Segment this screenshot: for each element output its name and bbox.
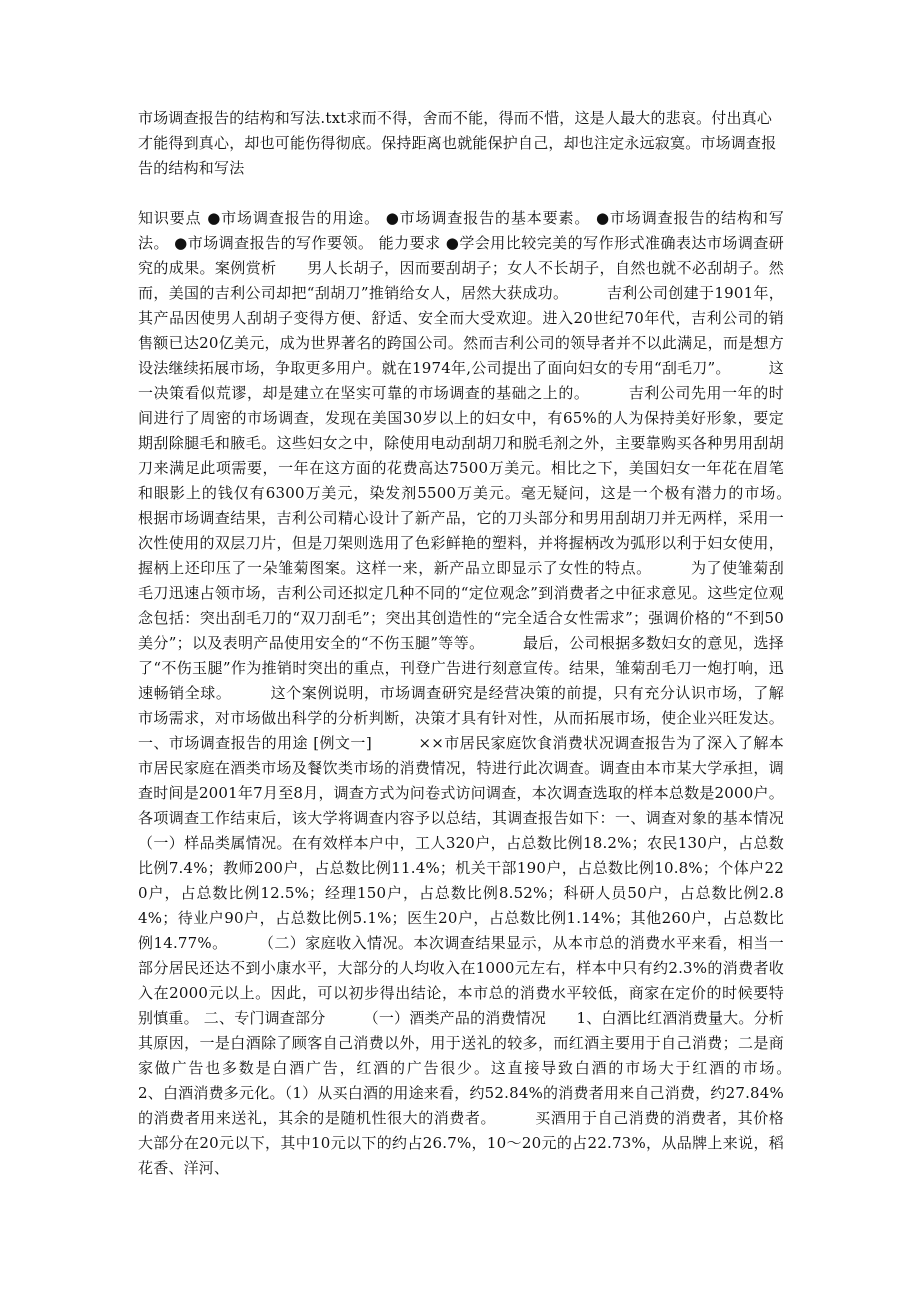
- document-content: [138, 106, 830, 1181]
- document-header-paragraph: 市场调查报告的结构和写法.txt求而不得，舍而不能，得而不惜，这是人最大的悲哀。付出真心才能得到真心，却也可能伤得彻底。保持距离也就能保护自己，却也注定永远寂寞。市场调查报告的结构和写法: [138, 109, 777, 177]
- document-body-paragraph: 知识要点 ●市场调查报告的用途。 ●市场调查报告的基本要素。 ●市场调查报告的结构和写法。 ●市场调查报告的写作要领。 能力要求 ●学会用比较完美的写作形式准确表达市场调查研究的成果。案例赏析 男人长胡子，因而要刮胡子；女人不长胡子，自然也就不必刮胡子。然而，美国的吉利公司却把“刮胡刀”推销给女人，居然大获成功。 吉利公司创建于1901年，其产品因使男人刮胡子变得方便、舒适、安全而大受欢迎。进入20世纪70年代，吉利公司的销售额已达20亿美元，成为世界著名的跨国公司。然而吉利公司的领导者并不以此满足，而是想方设法继续拓展市场，争取更多用户。就在1974年,公司提出了面向妇女的专用“刮毛刀”。 这一决策看似荒谬，却是建立在坚实可靠的市场调查的基础之上的。 吉利公司先用一年的时间进行了周密的市场调查，发现在美国30岁以上的妇女中，有65%的人为保持美好形象，要定期刮除腿毛和腋毛。这些妇女之中，除使用电动刮胡刀和脱毛剂之外，主要靠购买各种男用刮胡刀来满足此项需要，一年在这方面的花费高达7500万美元。相比之下，美国妇女一年花在眉笔和眼影上的钱仅有6300万美元，染发剂5500万美元。毫无疑问，这是一个极有潜力的市场。 根据市场调查结果，吉利公司精心设计了新产品，它的刀头部分和男用刮胡刀并无两样，采用一次性使用的双层刀片，但是刀架则选用了色彩鲜艳的塑料，并将握柄改为弧形以利于妇女使用，握柄上还印压了一朵雏菊图案。这样一来，新产品立即显示了女性的特点。 为了使雏菊刮毛刀迅速占领市场，吉利公司还拟定几种不同的“定位观念”到消费者之中征求意见。这些定位观念包括：突出刮毛刀的“双刀刮毛”；突出其创造性的“完全适合女性需求”；强调价格的“不到50美分”；以及表明产品使用安全的“不伤玉腿”等等。 最后，公司根据多数妇女的意见，选择了“不伤玉腿”作为推销时突出的重点，刊登广告进行刻意宣传。结果，雏菊刮毛刀一炮打响，迅速畅销全球。 这个案例说明，市场调查研究是经营决策的前提，只有充分认识市场，了解市场需求，对市场做出科学的分析判断，决策才具有针对性，从而拓展市场，使企业兴旺发达。 一、市场调查报告的用途 [例文一] ××市居民家庭饮食消费状况调查报告为了深入了解本市居民家庭在酒类市场及餐饮类市场的消费情况，特进行此次调查。调查由本市某大学承担，调查时间是2001年7月至8月，调查方式为问卷式访问调查，本次调查选取的样本总数是2000户。各项调查工作结束后，该大学将调查内容予以总结，其调查报告如下：一、调查对象的基本情况 （一）样品类属情况。在有效样本户中，工人320户，占总数比例18.2%；农民130户，占总数比例7.4%；教师200户，占总数比例11.4%；机关干部190户，占总数比例10.8%；个体户220户，占总数比例12.5%；经理150户，占总数比例8.52%；科研人员50户，占总数比例2.84%；待业户90户，占总数比例5.1%；医生20户，占总数比例1.14%；其他260户，占总数比例14.77%。 （二）家庭收入情况。本次调查结果显示，从本市总的消费水平来看，相当一部分居民还达不到小康水平，大部分的人均收入在1000元左右，样本中只有约2.3%的消费者收入在2000元以上。因此，可以初步得出结论，本市总的消费水平较低，商家在定价的时候要特别慎重。 二、专门调查部分 （一）酒类产品的消费情况 1、白酒比红酒消费量大。分析其原因，一是白酒除了顾客自己消费以外，用于送礼的较多，而红酒主要用于自己消费；二是商家做广告也多数是白酒广告，红酒的广告很少。这直接导致白酒的市场大于红酒的市场。 2、白酒消费多元化。（1）从买白酒的用途来看，约52.84%的消费者用来自己消费，约27.84%的消费者用来送礼，其余的是随机性很大的消费者。 买酒用于自己消费的消费者，其价格大部分在20元以下，其中10元以下的约占26.7%，10～20元的占22.73%，从品牌上来说，稻花香、洋河、: [138, 209, 830, 1177]
